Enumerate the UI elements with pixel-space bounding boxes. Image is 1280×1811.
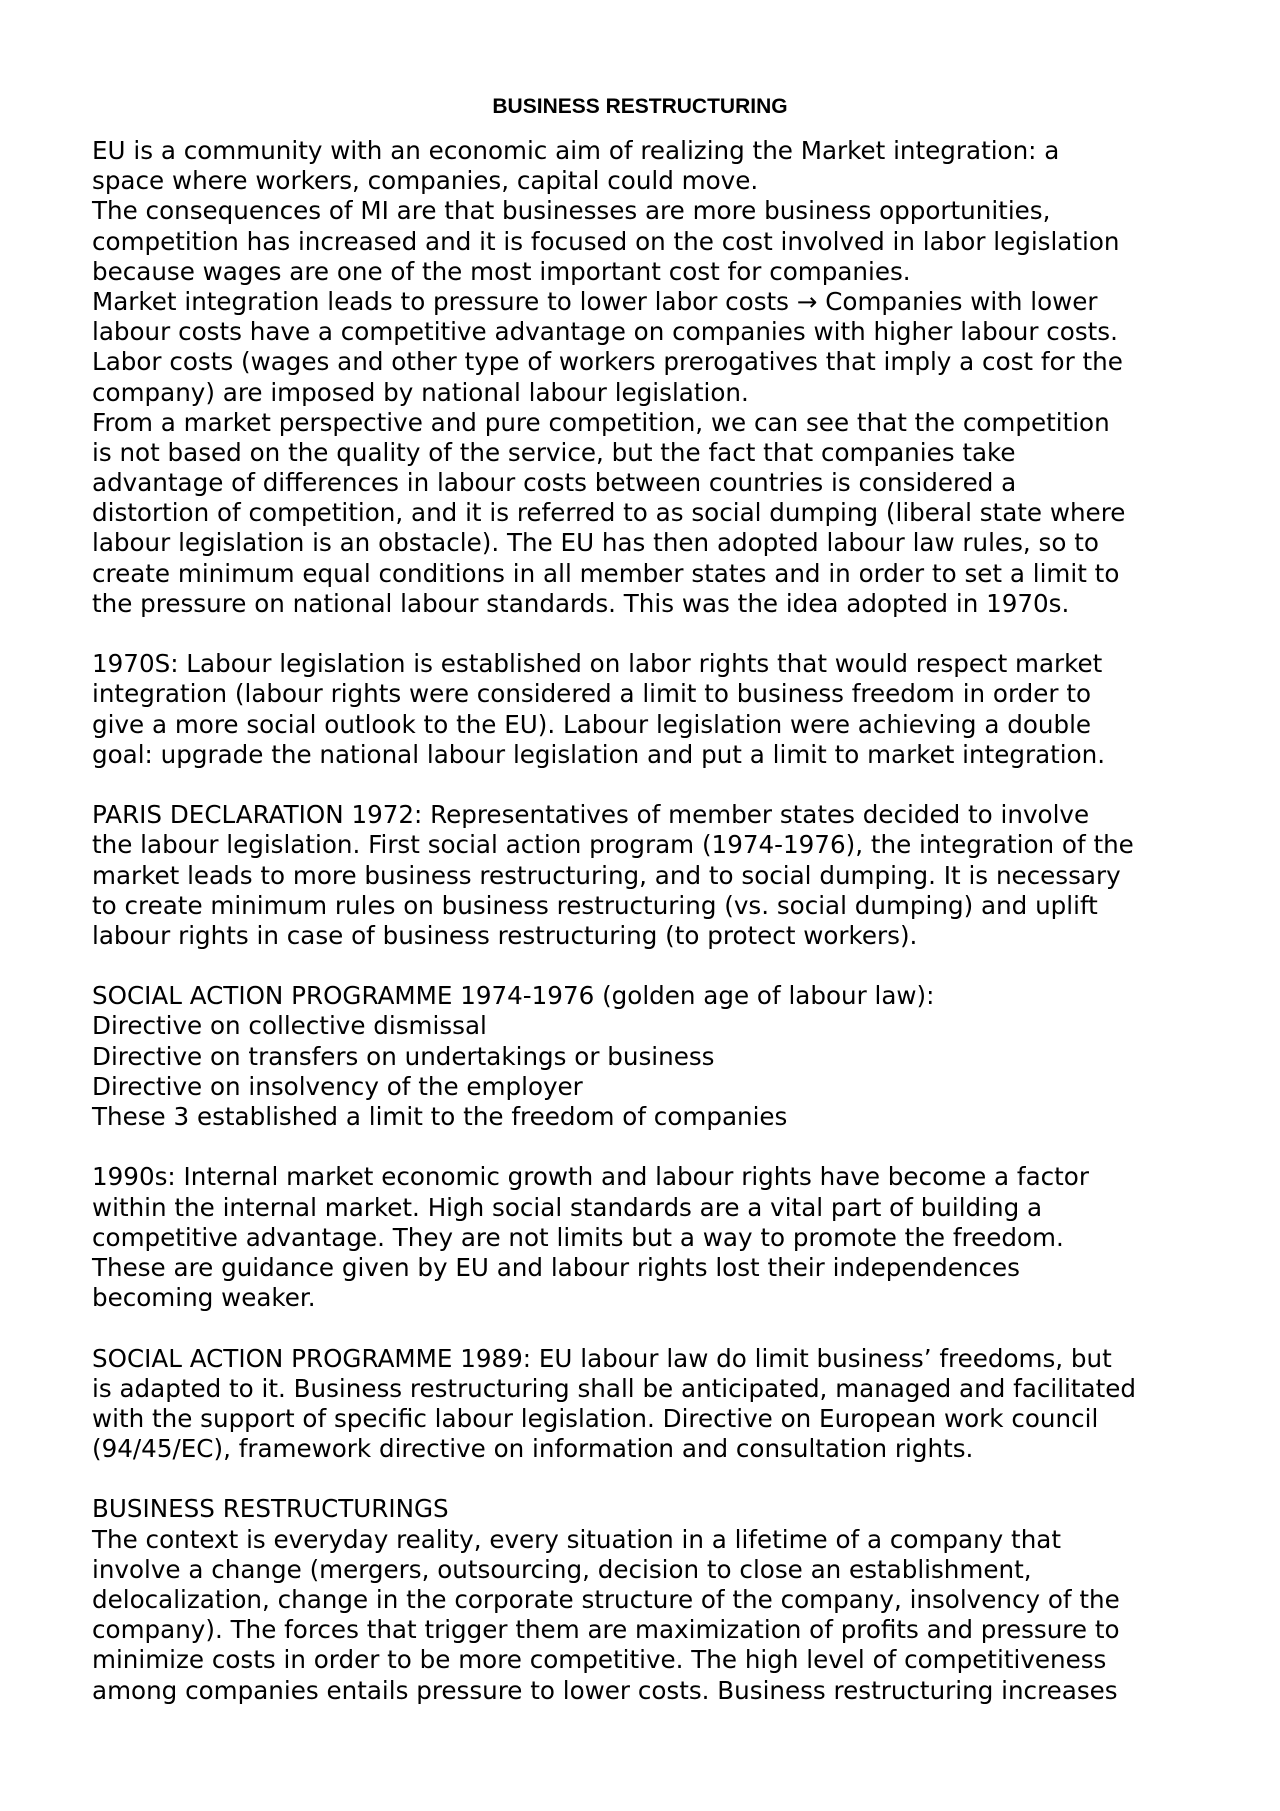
- text-line: among companies entails pressure to lower costs. Business restructuring increases: [92, 1675, 1118, 1705]
- text-line: with the support of specific labour legislation. Directive on European work council: [92, 1403, 1099, 1433]
- text-line: BUSINESS RESTRUCTURINGS: [92, 1494, 449, 1524]
- paragraph: [92, 649, 1202, 770]
- text-line: the labour legislation. First social action program (1974-1976), the integration of the: [92, 830, 1134, 860]
- text-line: SOCIAL ACTION PROGRAMME 1974-1976 (golden age of labour law):: [92, 981, 935, 1011]
- paragraph: [92, 136, 1202, 619]
- text-line: integration (labour rights were considered a limit to business freedom in order to: [92, 679, 1092, 709]
- text-line: The consequences of MI are that businesses are more business opportunities,: [92, 196, 1051, 226]
- text-line: competitive advantage. They are not limits but a way to promote the freedom.: [92, 1222, 1064, 1252]
- paragraph: [92, 1344, 1202, 1465]
- text-line: labour legislation is an obstacle). The EU has then adopted labour law rules, so to: [92, 528, 1099, 558]
- text-line: to create minimum rules on business restructuring (vs. social dumping) and uplift: [92, 890, 1098, 920]
- document-body: [92, 136, 1202, 1706]
- text-line: company) are imposed by national labour legislation.: [92, 377, 749, 407]
- paragraph: [92, 800, 1202, 951]
- text-line: Directive on collective dismissal: [92, 1011, 487, 1041]
- text-line: Directive on transfers on undertakings or business: [92, 1041, 715, 1071]
- text-line: The context is everyday reality, every situation in a lifetime of a company that: [92, 1524, 1062, 1554]
- paragraph: [92, 981, 1202, 1132]
- text-line: labour rights in case of business restructuring (to protect workers).: [92, 920, 918, 950]
- text-line: is not based on the quality of the service, but the fact that companies take: [92, 437, 1016, 467]
- text-line: These 3 established a limit to the freedom of companies: [92, 1102, 788, 1131]
- text-line: create minimum equal conditions in all member states and in order to set a limit to: [92, 558, 1120, 588]
- text-line: PARIS DECLARATION 1972: Representatives of member states decided to involve: [92, 800, 1090, 830]
- text-line: distortion of competition, and it is referred to as social dumping (liberal state where: [92, 498, 1126, 528]
- text-line: minimize costs in order to be more competitive. The high level of competitiveness: [92, 1645, 1107, 1675]
- paragraph-gap: [92, 619, 1202, 649]
- text-line: space where workers, companies, capital could move.: [92, 166, 759, 196]
- text-line: Directive on insolvency of the employer: [92, 1071, 583, 1101]
- text-line: labour costs have a competitive advantage on companies with higher labour costs.: [92, 317, 1118, 347]
- text-line: These are guidance given by EU and labour rights lost their independences: [92, 1252, 1020, 1282]
- paragraph-gap: [92, 1132, 1202, 1162]
- text-line: advantage of differences in labour costs between countries is considered a: [92, 468, 1017, 498]
- text-line: the pressure on national labour standards. This was the idea adopted in 1970s.: [92, 588, 1070, 618]
- text-line: goal: upgrade the national labour legislation and put a limit to market integration.: [92, 739, 1106, 769]
- text-line: is adapted to it. Business restructuring shall be anticipated, managed and facilitated: [92, 1373, 1136, 1403]
- paragraph-gap: [92, 951, 1202, 981]
- text-line: SOCIAL ACTION PROGRAMME 1989: EU labour law do limit business’ freedoms, but: [92, 1343, 1112, 1373]
- text-line: 1990s: Internal market economic growth and labour rights have become a factor: [92, 1162, 1089, 1192]
- text-line: EU is a community with an economic aim of realizing the Market integration: a: [92, 136, 1060, 165]
- text-line: within the internal market. High social standards are a vital part of building a: [92, 1192, 1043, 1222]
- text-line: From a market perspective and pure competition, we can see that the competition: [92, 407, 1110, 437]
- text-line: company). The forces that trigger them are maximization of profits and pressure to: [92, 1615, 1120, 1645]
- text-line: give a more social outlook to the EU). Labour legislation were achieving a double: [92, 709, 1092, 739]
- text-line: Market integration leads to pressure to lower labor costs → Companies with lower: [92, 286, 1098, 316]
- text-line: competition has increased and it is focused on the cost involved in labor legislation: [92, 226, 1120, 256]
- paragraph-gap: [92, 770, 1202, 800]
- text-line: market leads to more business restructuring, and to social dumping. It is necessary: [92, 860, 1121, 890]
- paragraph-gap: [92, 1313, 1202, 1343]
- text-line: 1970S: Labour legislation is established on labor rights that would respect market: [92, 649, 1103, 679]
- paragraph: [92, 1494, 1202, 1705]
- text-line: (94/45/EC), framework directive on information and consultation rights.: [92, 1434, 974, 1464]
- document-title: BUSINESS RESTRUCTURING: [492, 95, 788, 118]
- paragraph: [92, 1162, 1202, 1313]
- text-line: delocalization, change in the corporate structure of the company, insolvency of the: [92, 1585, 1120, 1614]
- text-line: Labor costs (wages and other type of workers prerogatives that imply a cost for the: [92, 347, 1123, 377]
- paragraph-gap: [92, 1464, 1202, 1494]
- text-line: involve a change (mergers, outsourcing, decision to close an establishment,: [92, 1554, 1032, 1584]
- text-line: because wages are one of the most important cost for companies.: [92, 256, 911, 286]
- text-line: becoming weaker.: [92, 1283, 316, 1313]
